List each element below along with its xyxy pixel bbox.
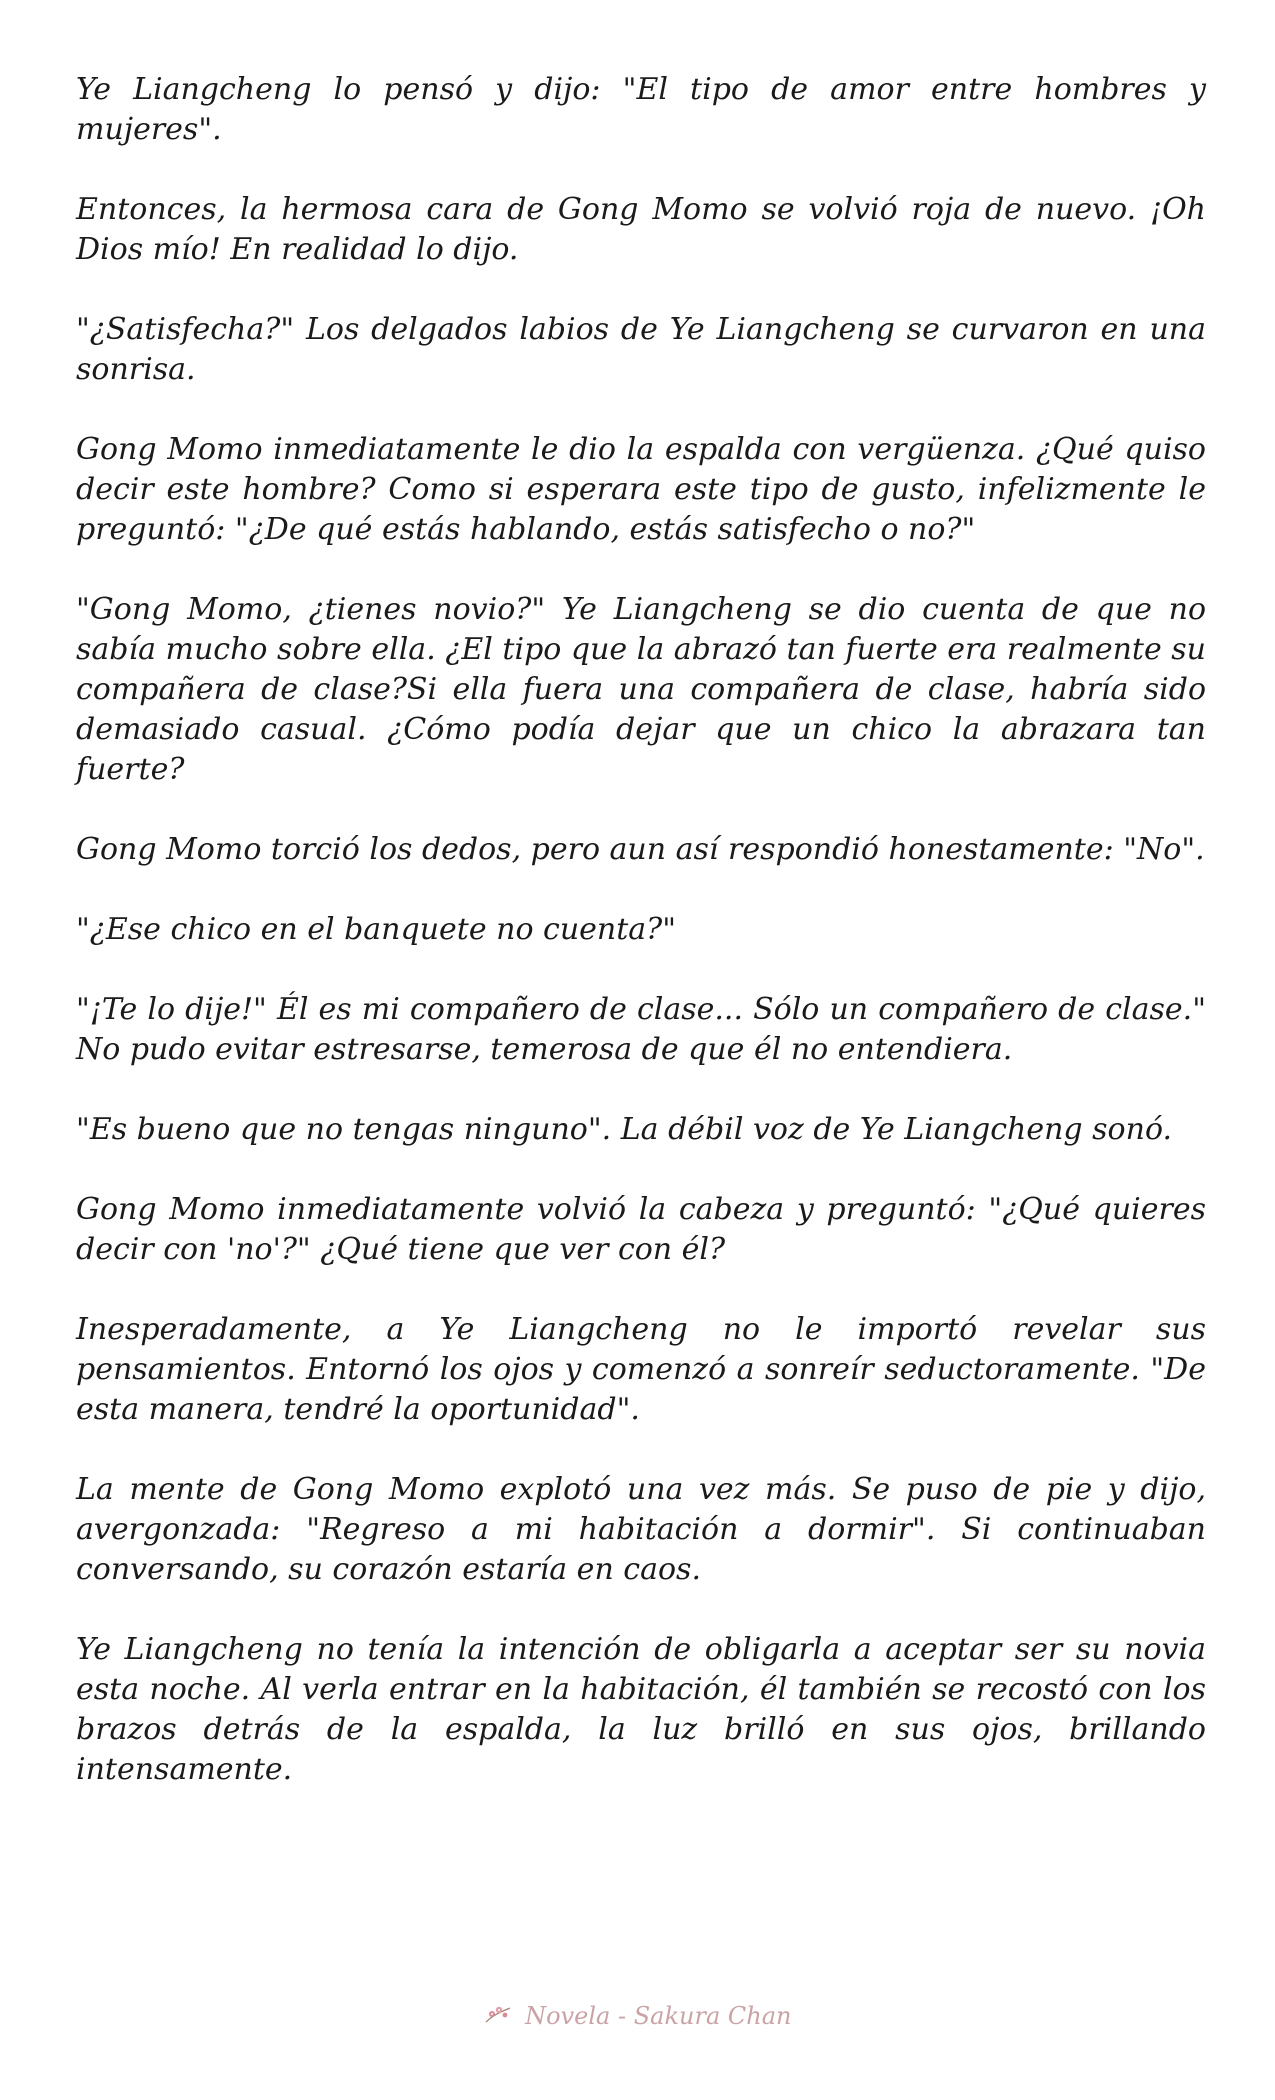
- paragraph-6: Gong Momo torció los dedos, pero aun así respondió honestamente: "No".: [76, 832, 1205, 867]
- paragraph-3: "¿Satisfecha?" Los delgados labios de Ye Liangcheng se curvaron en una sonrisa.: [76, 312, 1206, 387]
- watermark-text: Novela - Sakura Chan: [525, 2002, 792, 2030]
- paragraph-8: "¡Te lo dije!" Él es mi compañero de clase... Sólo un compañero de clase." No pudo evitar estresarse, temerosa de que él no entendiera.: [76, 992, 1206, 1067]
- document-body: [76, 70, 1206, 1830]
- paragraph-13: Ye Liangcheng no tenía la intención de obligarla a aceptar ser su novia esta noche. Al verla entrar en la habitación, él también se recostó con los brazos detrás de la espalda, la luz brilló en sus ojos, brillando intensamente.: [76, 1632, 1206, 1787]
- paragraph-12: La mente de Gong Momo explotó una vez más. Se puso de pie y dijo, avergonzada: "Regreso a mi habitación a dormir". Si continuaban conversando, su corazón estaría en caos.: [76, 1472, 1206, 1587]
- paragraph-5: "Gong Momo, ¿tienes novio?" Ye Liangcheng se dio cuenta de que no sabía mucho sobre ella. ¿El tipo que la abrazó tan fuerte era realmente su compañera de clase?Si ella fuera una compañera de clase, habría sido demasiado casual. ¿Cómo podía dejar que un chico la abrazara tan fuerte?: [76, 592, 1206, 787]
- watermark: [0, 2002, 1275, 2030]
- paragraph-7: "¿Ese chico en el banquete no cuenta?": [76, 912, 677, 947]
- paragraph-9: "Es bueno que no tengas ninguno". La débil voz de Ye Liangcheng sonó.: [76, 1112, 1173, 1147]
- paragraph-10: Gong Momo inmediatamente volvió la cabeza y preguntó: "¿Qué quieres decir con 'no'?" ¿Qué tiene que ver con él?: [76, 1192, 1206, 1267]
- paragraph-4: Gong Momo inmediatamente le dio la espalda con vergüenza. ¿Qué quiso decir este hombre? Como si esperara este tipo de gusto, infelizmente le preguntó: "¿De qué estás hablando, estás satisfecho o no?": [76, 432, 1206, 547]
- paragraph-2: Entonces, la hermosa cara de Gong Momo se volvió roja de nuevo. ¡Oh Dios mío! En realidad lo dijo.: [76, 192, 1206, 267]
- cherry-blossom-icon: [484, 2004, 512, 2026]
- paragraph-1: Ye Liangcheng lo pensó y dijo: "El tipo de amor entre hombres y mujeres".: [76, 72, 1206, 147]
- paragraph-11: Inesperadamente, a Ye Liangcheng no le importó revelar sus pensamientos. Entornó los ojos y comenzó a sonreír seductoramente. "De esta manera, tendré la oportunidad".: [76, 1312, 1206, 1427]
